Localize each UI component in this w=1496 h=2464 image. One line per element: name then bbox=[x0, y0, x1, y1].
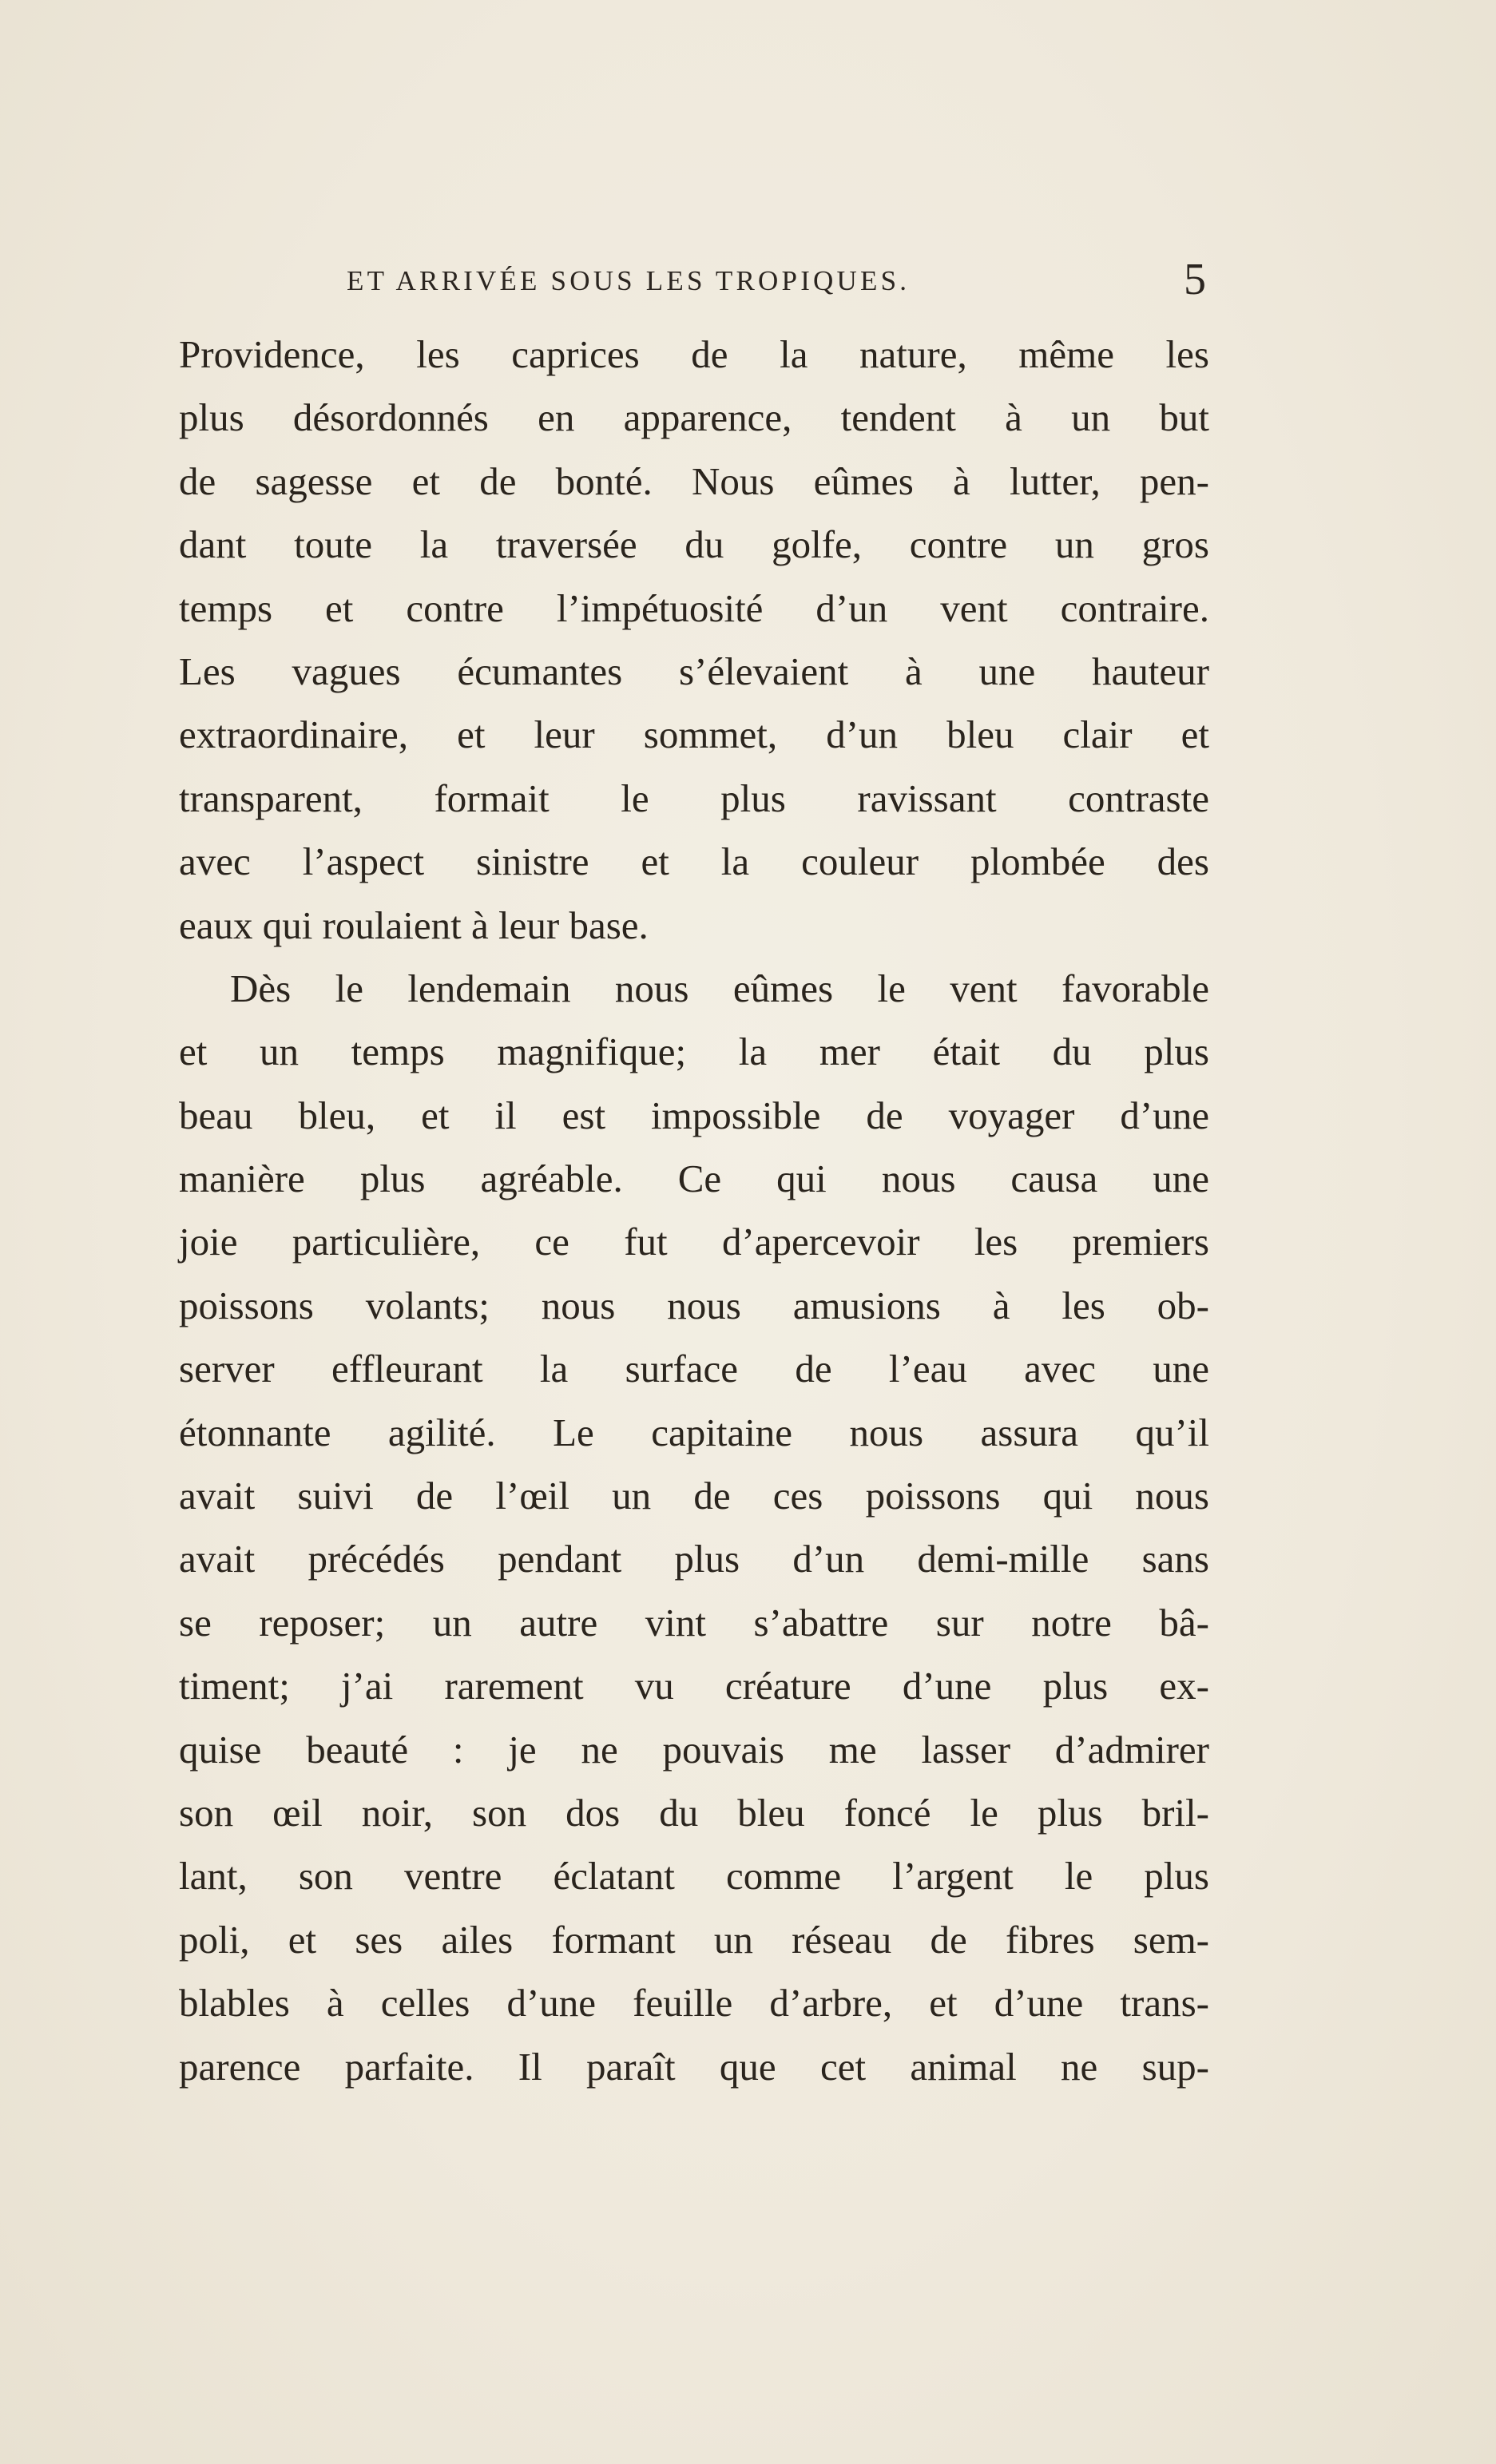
text-line: manière plus agréable. Ce qui nous causa une bbox=[179, 1157, 1209, 1201]
text-line: timent; j’ai rarement vu créature d’une plus ex- bbox=[179, 1664, 1209, 1708]
text-line: joie particulière, ce fut d’apercevoir les premiers bbox=[179, 1220, 1209, 1264]
text-line: son œil noir, son dos du bleu foncé le plus bril- bbox=[179, 1790, 1209, 1835]
page-header bbox=[179, 254, 1209, 310]
text-line: étonnante agilité. Le capitaine nous assura qu’il bbox=[179, 1410, 1209, 1454]
text-line: Providence, les caprices de la nature, même les bbox=[179, 332, 1209, 376]
text-line: Les vagues écumantes s’élevaient à une hauteur bbox=[179, 649, 1209, 693]
body-text bbox=[179, 323, 1209, 2098]
text-line: lant, son ventre éclatant comme l’argent le plus bbox=[179, 1854, 1209, 1899]
text-line: Dès le lendemain nous eûmes le vent favorable bbox=[230, 966, 1209, 1010]
running-head: ET ARRIVÉE SOUS LES TROPIQUES. bbox=[347, 265, 911, 296]
text-line: temps et contre l’impétuosité d’un vent contraire. bbox=[179, 585, 1209, 630]
text-line: eaux qui roulaient à leur base. bbox=[179, 903, 649, 947]
text-line: blables à celles d’une feuille d’arbre, et d’une trans- bbox=[179, 1981, 1209, 2026]
text-line: avait précédés pendant plus d’un demi-mille sans bbox=[179, 1537, 1209, 1581]
text-line: de sagesse et de bonté. Nous eûmes à lutter, pen- bbox=[179, 458, 1209, 503]
text-line: et un temps magnifique; la mer était du plus bbox=[179, 1030, 1209, 1074]
text-line: se reposer; un autre vint s’abattre sur notre bâ- bbox=[179, 1600, 1209, 1645]
text-line: poli, et ses ailes formant un réseau de fibres sem- bbox=[179, 1917, 1209, 1962]
text-line: poissons volants; nous nous amusions à les ob- bbox=[179, 1283, 1209, 1327]
text-line: avec l’aspect sinistre et la couleur plombée des bbox=[179, 839, 1209, 884]
text-line: plus désordonnés en apparence, tendent à un but bbox=[179, 395, 1209, 440]
text-line: avait suivi de l’œil un de ces poissons qui nous bbox=[179, 1474, 1209, 1518]
text-line: transparent, formait le plus ravissant contraste bbox=[179, 776, 1209, 820]
text-line: parence parfaite. Il paraît que cet animal ne sup- bbox=[179, 2044, 1209, 2089]
text-line: quise beauté : je ne pouvais me lasser d’admirer bbox=[179, 1727, 1209, 1772]
text-line: beau bleu, et il est impossible de voyager d’une bbox=[179, 1093, 1209, 1137]
text-line: server effleurant la surface de l’eau avec une bbox=[179, 1347, 1209, 1391]
page-number: 5 bbox=[1184, 255, 1206, 304]
text-line: dant toute la traversée du golfe, contre un gros bbox=[179, 522, 1209, 567]
text-line: extraordinaire, et leur sommet, d’un bleu clair et bbox=[179, 712, 1209, 757]
